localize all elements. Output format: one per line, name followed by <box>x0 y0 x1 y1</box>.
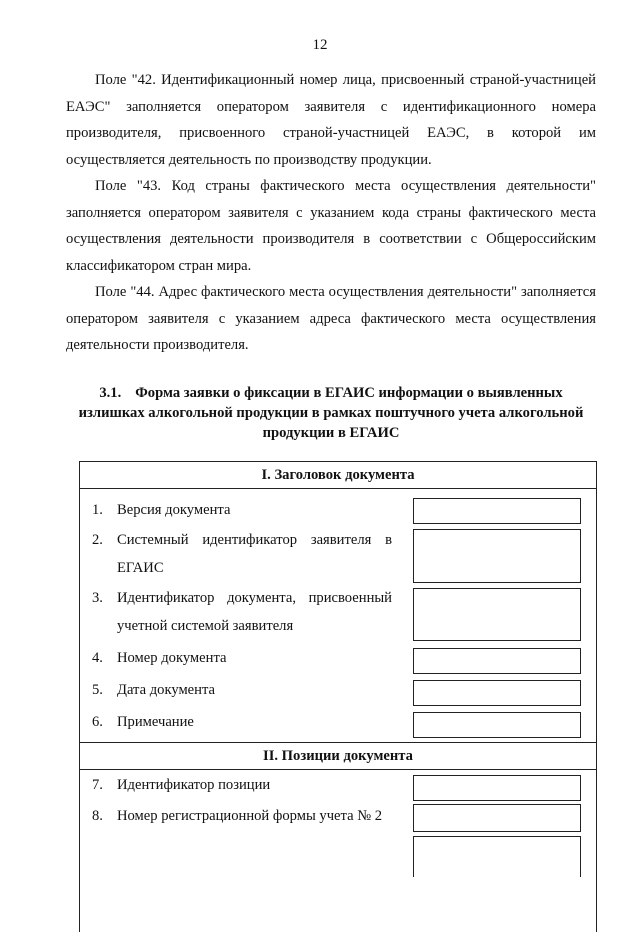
form-field-number: 2. <box>92 532 103 548</box>
paragraph-field-44: Поле "44. Адрес фактического места осуществления деятельности" заполняется оператором заявителя с указанием адреса фактического места осуществления деятельности производителя. <box>66 284 596 353</box>
form-field-number: 8. <box>92 808 103 824</box>
section-heading <box>66 383 596 443</box>
position-identifier-input[interactable] <box>413 775 581 801</box>
document-number-input[interactable] <box>413 648 581 674</box>
form-field-label: Идентификатор документа, присвоенный учетной системой заявителя <box>117 590 392 634</box>
document-date-input[interactable] <box>413 680 581 706</box>
page-number: 12 <box>312 37 328 53</box>
section-heading-text: Форма заявки о фиксации в ЕГАИС информации о выявленных излишках алкогольной продукции в рамках поштучного учета алкогольной продукции в ЕГАИС <box>78 385 584 441</box>
form-field-label: Версия документа <box>117 502 231 518</box>
form-field-number: 7. <box>92 777 103 793</box>
form-field-label: Номер регистрационной формы учета № 2 <box>117 808 383 824</box>
registration-form-number-input[interactable] <box>413 804 581 832</box>
paragraph-field-43: Поле "43. Код страны фактического места осуществления деятельности" заполняется оператором заявителя с указанием кода страны фактического места осуществления деятельности производителя в соответствии с Общероссийским классификатором стран мира. <box>66 178 596 274</box>
paragraph-field-42: Поле "42. Идентификационный номер лица, присвоенный страной-участницей ЕАЭС" заполняется оператором заявителя с идентификационного номера производителя, присвоенного страной-участницей ЕАЭС, в которой им осуществляется деятельность по производству продукции. <box>66 72 596 168</box>
form-field-label: Идентификатор позиции <box>117 777 271 793</box>
applicant-system-id-input[interactable] <box>413 529 581 583</box>
form-field-number: 3. <box>92 590 103 606</box>
document-version-input[interactable] <box>413 498 581 524</box>
form-field-number: 5. <box>92 682 103 698</box>
form-field-label: Номер документа <box>117 650 227 666</box>
form-field-label: Системный идентификатор заявителя в ЕГАИС <box>117 532 392 576</box>
form-section-header-positions: II. Позиции документа <box>80 742 596 770</box>
next-field-input[interactable] <box>413 836 581 877</box>
form-field-number: 1. <box>92 502 103 518</box>
form-field-label: Дата документа <box>117 682 216 698</box>
section-heading-number: 3.1. <box>99 385 122 401</box>
note-input[interactable] <box>413 712 581 738</box>
application-form-table <box>79 461 597 932</box>
form-field-number: 4. <box>92 650 103 666</box>
form-field-number: 6. <box>92 714 103 730</box>
form-section-header-document: I. Заголовок документа <box>80 462 596 489</box>
document-identifier-input[interactable] <box>413 588 581 641</box>
form-field-label: Примечание <box>117 714 194 730</box>
